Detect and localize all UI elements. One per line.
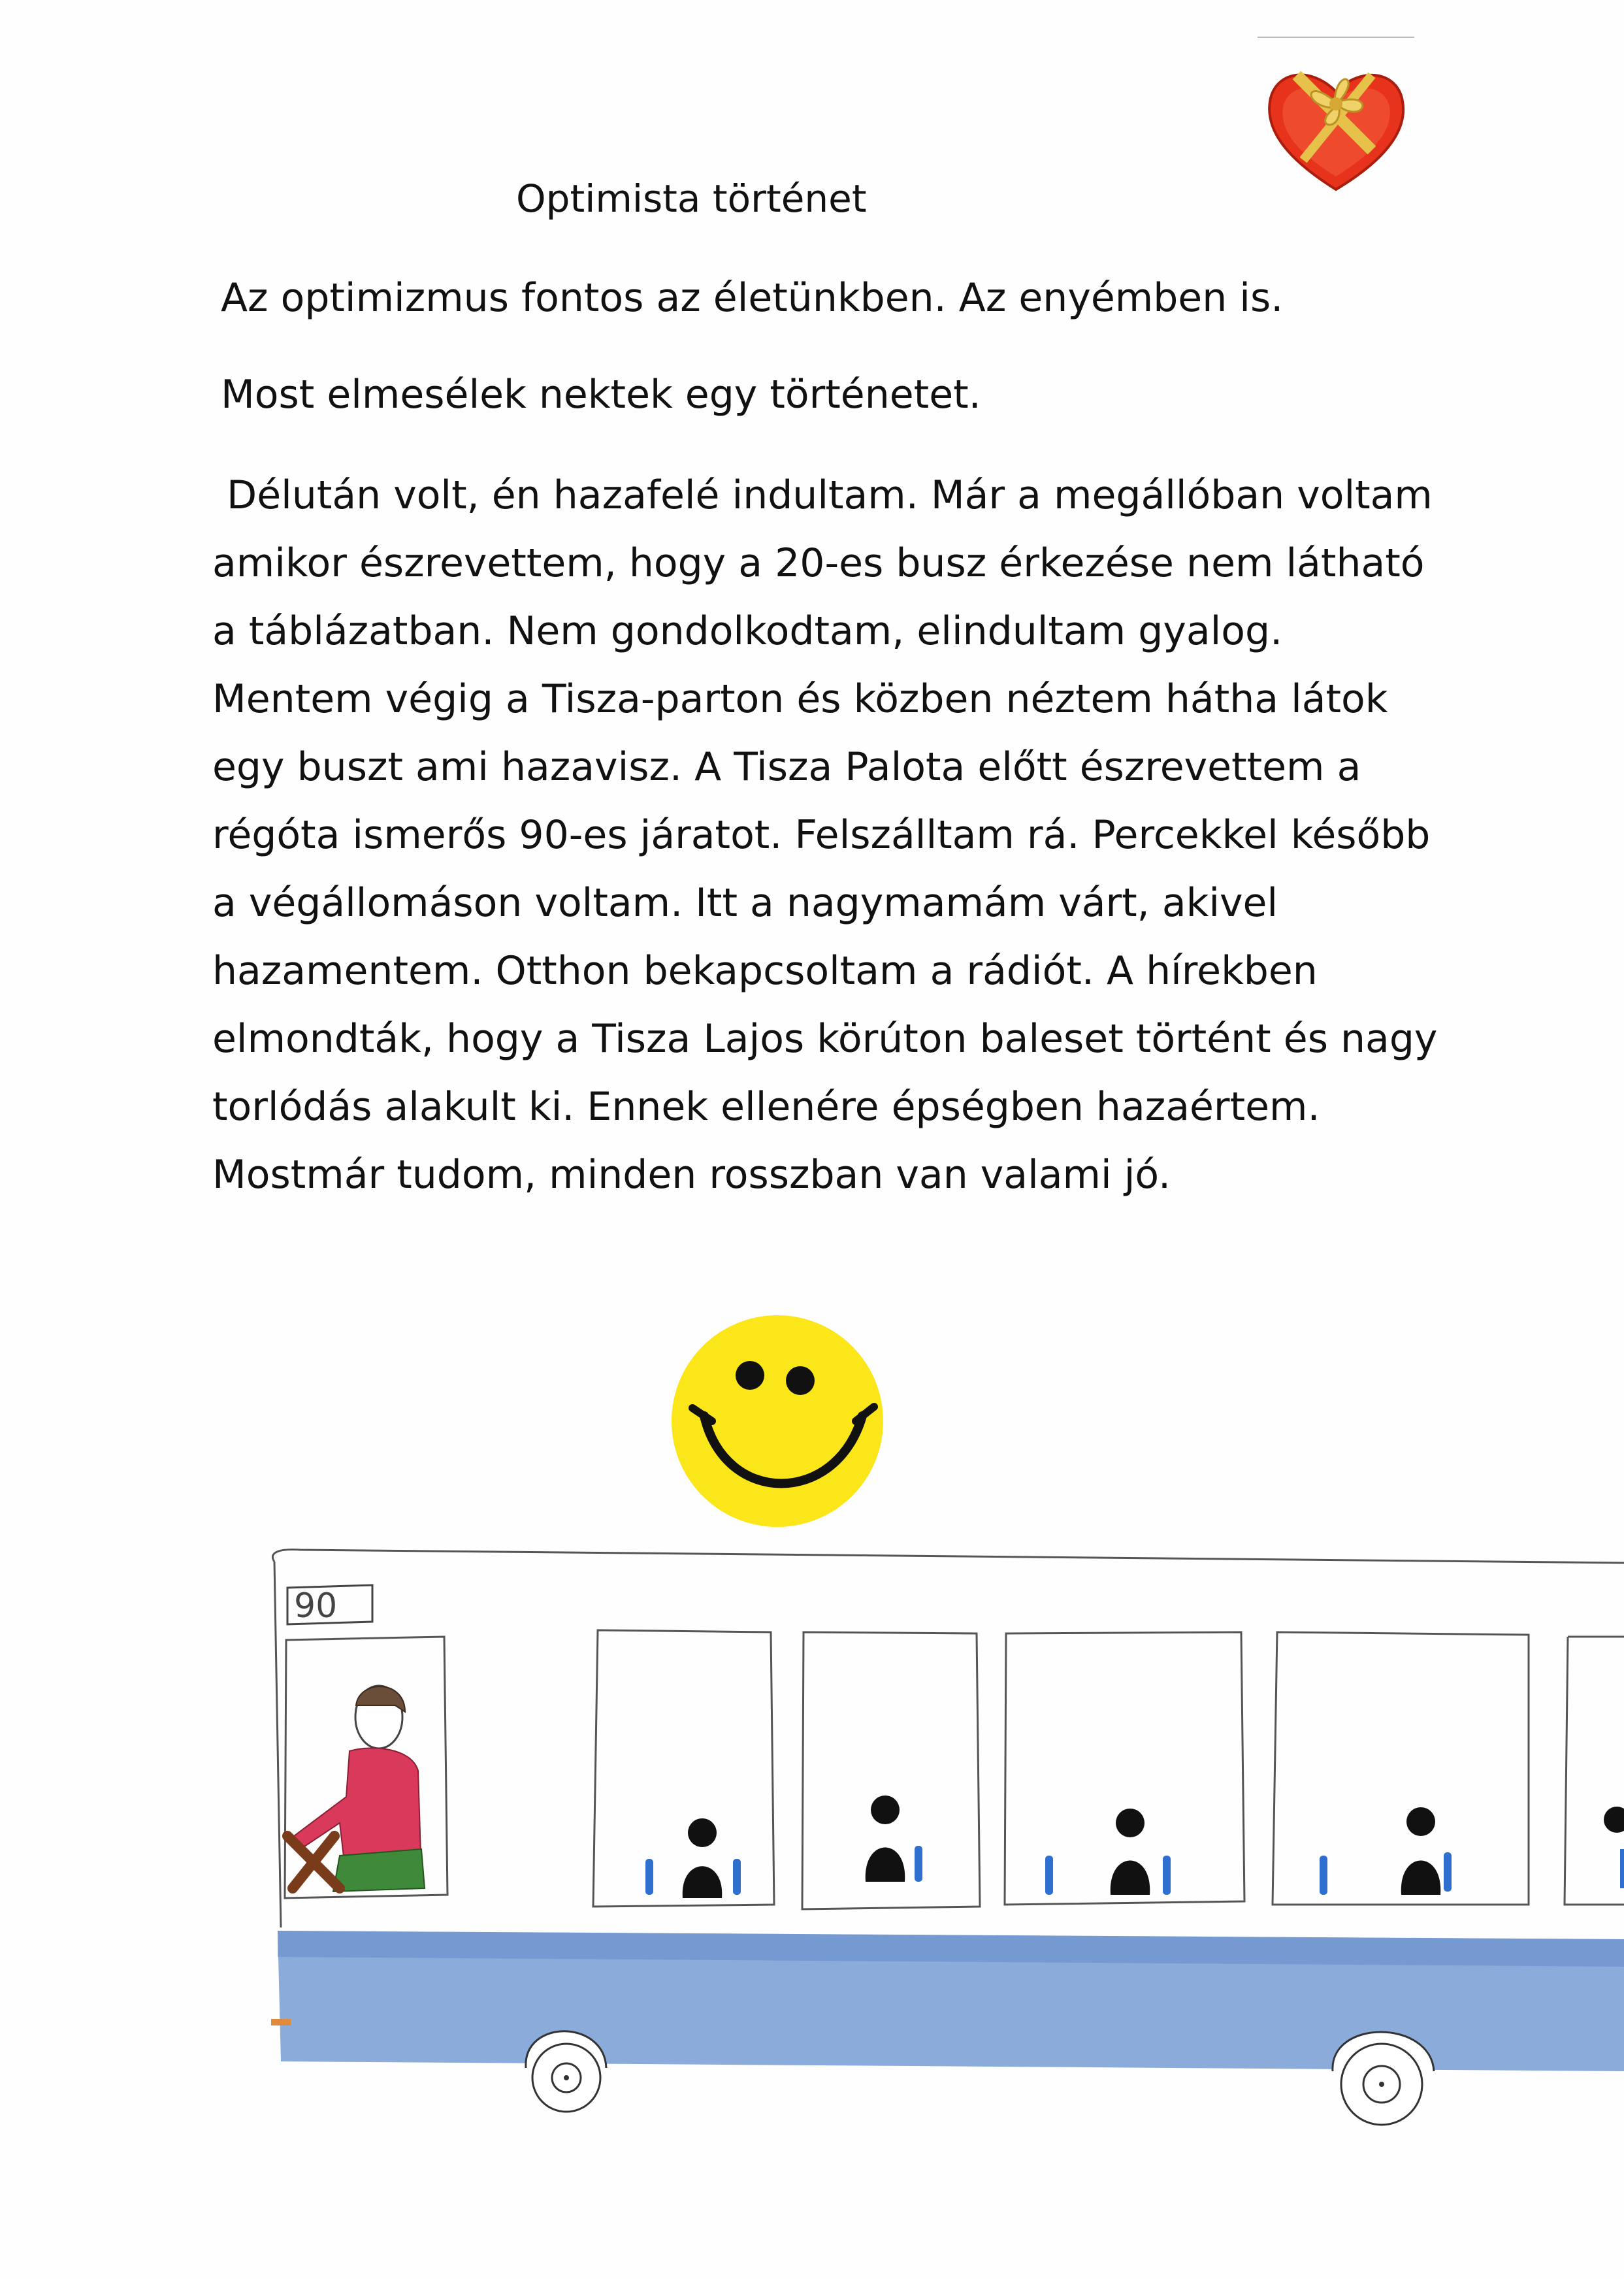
intro-paragraph-2: Most elmesélek nektek egy történetet. bbox=[221, 372, 981, 418]
story-line: torlódás alakult ki. Ennek ellenére épségben hazaértem. bbox=[212, 1084, 1320, 1130]
bus-drawing bbox=[261, 1549, 1624, 2137]
story-line: hazamentem. Otthon bekapcsoltam a rádiót. A hírekben bbox=[212, 948, 1318, 994]
story-title: Optimista történet bbox=[516, 176, 867, 221]
passenger-windows bbox=[593, 1630, 1624, 1909]
heart-gift-box-icon bbox=[1258, 36, 1414, 199]
story-line: régóta ismerős 90-es járatot. Felszálltam rá. Percekkel később bbox=[212, 812, 1431, 858]
story-line: Mentem végig a Tisza-parton és közben néztem hátha látok bbox=[212, 676, 1388, 722]
story-line: amikor észrevettem, hogy a 20-es busz érkezése nem látható bbox=[212, 540, 1425, 586]
story-line: elmondták, hogy a Tisza Lajos körúton baleset történt és nagy bbox=[212, 1016, 1438, 1062]
story-line: Délután volt, én hazafelé indultam. Már a megállóban voltam bbox=[227, 472, 1433, 518]
bus-driver bbox=[287, 1686, 425, 1892]
story-line: Mostmár tudom, minden rosszban van valami jó. bbox=[212, 1152, 1171, 1198]
smiley-face-icon bbox=[666, 1310, 888, 1532]
bus-wheel-rear bbox=[1333, 2032, 1434, 2125]
story-paragraph bbox=[212, 469, 1519, 1217]
bus-route-number: 90 bbox=[294, 1586, 338, 1626]
bus-passengers bbox=[645, 1795, 1624, 1898]
story-line: a táblázatban. Nem gondolkodtam, elindultam gyalog. bbox=[212, 608, 1283, 654]
intro-paragraph-1: Az optimizmus fontos az életünkben. Az enyémben is. bbox=[221, 275, 1284, 321]
story-line: egy buszt ami hazavisz. A Tisza Palota előtt észrevettem a bbox=[212, 744, 1361, 790]
story-line: a végállomáson voltam. Itt a nagymamám várt, akivel bbox=[212, 880, 1278, 926]
bus-wheel-front bbox=[526, 2031, 606, 2112]
